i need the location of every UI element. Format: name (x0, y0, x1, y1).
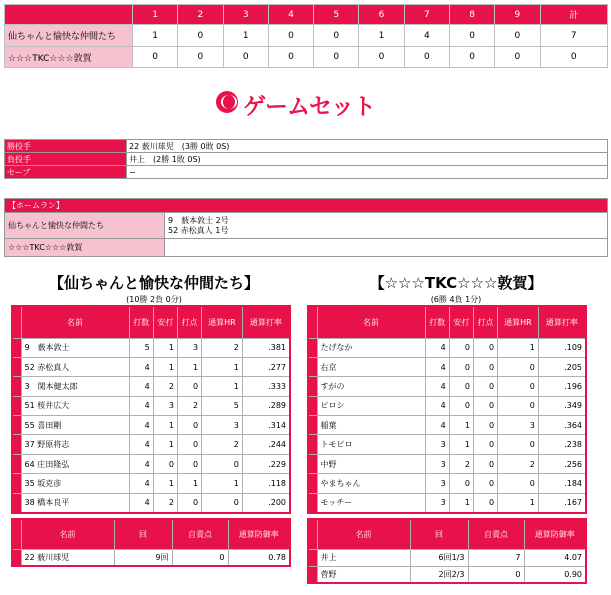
inning-header: 2 (178, 5, 223, 25)
batter-stat: 1 (153, 338, 177, 357)
batter-name: 55 喜田剛 (21, 416, 129, 435)
table-side-bar (308, 454, 317, 473)
inning-score: 0 (495, 25, 540, 47)
batter-stat: 0 (177, 416, 201, 435)
table-side-bar (12, 338, 21, 357)
homerun-title: 【ホームラン】 (5, 199, 608, 213)
batter-name: ピロシ (317, 396, 425, 415)
table-row (12, 357, 290, 376)
batter-stat: 4 (129, 357, 153, 376)
batting-header: 通算HR (202, 306, 243, 338)
table-row (308, 454, 586, 473)
batting-header: 打点 (177, 306, 201, 338)
home-team-title: 【仙ちゃんと愉快な仲間たち】 (48, 274, 259, 292)
batter-stat: 3 (202, 416, 243, 435)
batter-stat: 0 (498, 377, 539, 396)
inning-header: 3 (223, 5, 268, 25)
batting-header: 打点 (473, 306, 497, 338)
batter-stat: 0 (498, 357, 539, 376)
batter-stat: .289 (242, 396, 290, 415)
table-row (308, 549, 586, 566)
batter-stat: 0 (473, 396, 497, 415)
table-side-bar (12, 435, 21, 454)
inning-header: 7 (404, 5, 449, 25)
table-side-bar (12, 377, 21, 396)
total-score: 0 (540, 47, 607, 68)
batter-name: トモピロ (317, 435, 425, 454)
inning-header: 8 (449, 5, 494, 25)
inning-score: 0 (359, 47, 404, 68)
batter-stat: 0 (473, 435, 497, 454)
inning-score: 4 (404, 25, 449, 47)
batter-stat: 4 (425, 357, 449, 376)
total-score: 7 (540, 25, 607, 47)
table-side-bar (308, 549, 317, 566)
inning-score: 1 (223, 25, 268, 47)
table-row (308, 435, 586, 454)
batter-stat: 1 (202, 474, 243, 493)
pitching-header: 名前 (21, 519, 114, 549)
table-side-bar (308, 474, 317, 493)
batter-stat: 5 (129, 338, 153, 357)
home-pitching-table (11, 518, 291, 567)
batter-stat: .238 (538, 435, 586, 454)
scoreboard-table (4, 4, 608, 68)
inning-score: 0 (495, 47, 540, 68)
batter-stat: 0 (153, 454, 177, 473)
batter-stat: 1 (449, 493, 473, 512)
table-side-bar (308, 519, 317, 549)
batter-stat: 0 (177, 435, 201, 454)
batter-stat: .229 (242, 454, 290, 473)
batter-stat: 1 (202, 377, 243, 396)
table-row (308, 357, 586, 376)
inning-header: 5 (314, 5, 359, 25)
pitching-header: 自責点 (468, 519, 524, 549)
away-team-record: (6勝 4負 1分) (430, 295, 482, 304)
batter-name: 稲葉 (317, 416, 425, 435)
table-row (308, 566, 586, 583)
batter-stat: 2 (153, 493, 177, 512)
pitching-header: 通算防御率 (228, 519, 290, 549)
inning-score: 0 (268, 25, 313, 47)
batter-stat: 2 (202, 435, 243, 454)
batter-stat: .364 (538, 416, 586, 435)
batter-stat: 0 (498, 435, 539, 454)
inning-score: 0 (449, 47, 494, 68)
table-side-bar (12, 474, 21, 493)
batting-header: 名前 (317, 306, 425, 338)
pitcher-name: 菅野 (317, 566, 410, 583)
batter-name: 38 橋本良平 (21, 493, 129, 512)
inning-header: 4 (268, 5, 313, 25)
batter-stat: 0 (449, 377, 473, 396)
batter-stat: .196 (538, 377, 586, 396)
save-pitcher-label: セーブ (5, 166, 127, 179)
batter-stat: 1 (153, 435, 177, 454)
inning-score: 0 (314, 25, 359, 47)
table-row (12, 338, 290, 357)
home-batting-table (11, 305, 291, 514)
inning-score: 0 (449, 25, 494, 47)
away-team-title: 【☆☆☆TKC☆☆☆敦賀】 (369, 274, 543, 292)
batter-stat: 0 (473, 474, 497, 493)
batter-stat: 4 (129, 435, 153, 454)
team-name-away[interactable] (5, 47, 133, 68)
batter-name: モッチー (317, 493, 425, 512)
inning-score: 1 (133, 25, 178, 47)
batting-header: 通算打率 (242, 306, 290, 338)
batter-stat: 3 (425, 493, 449, 512)
batting-header: 通算打率 (538, 306, 586, 338)
inning-score: 1 (359, 25, 404, 47)
scoreboard-corner (5, 5, 133, 25)
batter-name: 中野 (317, 454, 425, 473)
batter-stat: 1 (498, 338, 539, 357)
batter-stat: 4 (129, 416, 153, 435)
batter-stat: 4 (425, 396, 449, 415)
batter-stat: .277 (242, 357, 290, 376)
table-row (12, 454, 290, 473)
batter-stat: 2 (153, 377, 177, 396)
batter-stat: 1 (153, 474, 177, 493)
pitcher-name: 井上 (317, 549, 410, 566)
table-row (308, 493, 586, 512)
table-side-bar (308, 377, 317, 396)
batter-stat: 0 (473, 493, 497, 512)
table-row (12, 474, 290, 493)
table-row (12, 493, 290, 512)
table-side-bar (12, 549, 21, 566)
batter-stat: 3 (498, 416, 539, 435)
table-side-bar (308, 338, 317, 357)
table-side-bar (12, 357, 21, 376)
pitcher-stat: 9回 (114, 549, 172, 566)
batter-stat: 0 (473, 377, 497, 396)
batter-stat: 4 (129, 396, 153, 415)
batter-stat: 0 (177, 377, 201, 396)
batter-name: 52 赤松真人 (21, 357, 129, 376)
batter-stat: 0 (498, 474, 539, 493)
batter-name: 右京 (317, 357, 425, 376)
pitcher-stat: 7 (468, 549, 524, 566)
inning-score: 0 (223, 47, 268, 68)
table-side-bar (308, 416, 317, 435)
batting-header: 安打 (153, 306, 177, 338)
inning-header: 6 (359, 5, 404, 25)
inning-score: 0 (178, 47, 223, 68)
batter-name: 3 関本健太郎 (21, 377, 129, 396)
batter-stat: 3 (425, 454, 449, 473)
pitching-header: 回 (410, 519, 468, 549)
batter-stat: .109 (538, 338, 586, 357)
table-row (308, 474, 586, 493)
table-side-bar (12, 454, 21, 473)
batter-stat: 0 (473, 454, 497, 473)
batter-stat: 0 (177, 493, 201, 512)
table-row (308, 338, 586, 357)
table-row (308, 377, 586, 396)
batter-stat: 1 (177, 474, 201, 493)
pitcher-stat: 4.07 (524, 549, 586, 566)
homerun-list (165, 213, 608, 239)
batter-stat: .256 (538, 454, 586, 473)
batter-stat: 0 (202, 454, 243, 473)
batter-stat: .349 (538, 396, 586, 415)
homerun-entry: 9 薮本敦士 2号 (168, 215, 229, 225)
batter-name: たげなか (317, 338, 425, 357)
batter-stat: 0 (449, 396, 473, 415)
table-side-bar (308, 306, 317, 338)
away-pitching-table (307, 518, 587, 584)
table-side-bar (308, 357, 317, 376)
pitcher-stat: 0 (468, 566, 524, 583)
batting-header: 通算HR (498, 306, 539, 338)
homerun-table (4, 198, 608, 257)
team-link-away[interactable]: ☆☆☆TKC☆☆☆敦賀 (8, 53, 92, 64)
batter-stat: 3 (177, 338, 201, 357)
batter-stat: .333 (242, 377, 290, 396)
batting-header: 安打 (449, 306, 473, 338)
batter-name: 35 坂克彦 (21, 474, 129, 493)
batter-stat: 0 (473, 338, 497, 357)
batter-stat: 1 (202, 357, 243, 376)
batting-header: 打数 (129, 306, 153, 338)
batter-stat: 0 (449, 357, 473, 376)
batter-name: すがの (317, 377, 425, 396)
batter-stat: 0 (177, 454, 201, 473)
batter-stat: 2 (449, 454, 473, 473)
batter-stat: .314 (242, 416, 290, 435)
inning-score: 0 (314, 47, 359, 68)
table-row (12, 549, 290, 566)
table-side-bar (308, 493, 317, 512)
gameset-text: ゲームセット (243, 94, 375, 120)
batter-stat: 0 (449, 474, 473, 493)
batter-stat: 3 (425, 435, 449, 454)
batter-stat: 4 (129, 454, 153, 473)
table-row (12, 435, 290, 454)
batter-stat: 1 (449, 416, 473, 435)
lose-pitcher-label: 負投手 (5, 153, 127, 166)
away-batting-table (307, 305, 587, 514)
inning-score: 0 (268, 47, 313, 68)
batter-stat: 2 (202, 338, 243, 357)
pitcher-result-table (4, 139, 608, 179)
table-side-bar (12, 493, 21, 512)
batter-name: やまちゃん (317, 474, 425, 493)
team-name-home[interactable] (5, 25, 133, 47)
batter-stat: .381 (242, 338, 290, 357)
pitching-header: 通算防御率 (524, 519, 586, 549)
batter-name: 9 薮本敦士 (21, 338, 129, 357)
batter-name: 37 野原将志 (21, 435, 129, 454)
batter-stat: .200 (242, 493, 290, 512)
homerun-team: 仙ちゃんと愉快な仲間たち (5, 213, 165, 239)
pitcher-stat: 0.90 (524, 566, 586, 583)
table-row (12, 377, 290, 396)
inning-score: 0 (133, 47, 178, 68)
batter-stat: 3 (425, 474, 449, 493)
batter-stat: 4 (129, 474, 153, 493)
inning-header: 1 (133, 5, 178, 25)
table-side-bar (308, 435, 317, 454)
pitcher-name: 22 薮川球児 (21, 549, 114, 566)
batter-stat: .184 (538, 474, 586, 493)
batter-stat: .244 (242, 435, 290, 454)
table-row (12, 416, 290, 435)
table-side-bar (12, 306, 21, 338)
pitching-header: 回 (114, 519, 172, 549)
homerun-list (165, 239, 608, 257)
batting-header: 打数 (425, 306, 449, 338)
batter-stat: .167 (538, 493, 586, 512)
batter-stat: 1 (449, 435, 473, 454)
batter-stat: 4 (425, 416, 449, 435)
lose-pitcher-value: 井上 (2勝 1敗 0S) (127, 153, 608, 166)
batter-stat: 4 (425, 377, 449, 396)
table-side-bar (308, 566, 317, 583)
homerun-entry: 52 赤松真人 1号 (168, 225, 229, 235)
gameset-banner (216, 88, 396, 118)
table-row (12, 396, 290, 415)
batting-header: 名前 (21, 306, 129, 338)
batter-stat: 2 (177, 396, 201, 415)
homerun-team: ☆☆☆TKC☆☆☆敦賀 (5, 239, 165, 257)
batter-stat: 0 (473, 357, 497, 376)
baseball-icon (216, 91, 238, 113)
home-team-record: (10勝 2負 0分) (126, 295, 182, 304)
batter-stat: 4 (129, 377, 153, 396)
batter-stat: .205 (538, 357, 586, 376)
pitcher-stat: 0.78 (228, 549, 290, 566)
win-pitcher-label: 勝投手 (5, 140, 127, 153)
batter-stat: 1 (153, 357, 177, 376)
team-link-home[interactable]: 仙ちゃんと愉快な仲間たち (8, 32, 117, 42)
table-side-bar (12, 519, 21, 549)
table-side-bar (12, 416, 21, 435)
batter-stat: 0 (202, 493, 243, 512)
batter-stat: 0 (473, 416, 497, 435)
win-pitcher-value: 22 薮川球児 (3勝 0敗 0S) (127, 140, 608, 153)
batter-stat: 4 (425, 338, 449, 357)
batter-name: 64 庄田隆弘 (21, 454, 129, 473)
batter-stat: 1 (177, 357, 201, 376)
pitcher-stat: 0 (172, 549, 228, 566)
batter-stat: 1 (153, 416, 177, 435)
batter-stat: 0 (498, 396, 539, 415)
save-pitcher-value: − (127, 166, 608, 179)
batter-stat: 0 (449, 338, 473, 357)
table-side-bar (12, 396, 21, 415)
batter-stat: 5 (202, 396, 243, 415)
inning-score: 0 (404, 47, 449, 68)
pitcher-stat: 2回2/3 (410, 566, 468, 583)
table-row (308, 416, 586, 435)
batter-stat: 3 (153, 396, 177, 415)
pitching-header: 自責点 (172, 519, 228, 549)
table-side-bar (308, 396, 317, 415)
batter-stat: 2 (498, 454, 539, 473)
total-header: 計 (540, 5, 607, 25)
inning-score: 0 (178, 25, 223, 47)
batter-stat: 1 (498, 493, 539, 512)
batter-name: 51 桜井広大 (21, 396, 129, 415)
inning-header: 9 (495, 5, 540, 25)
batter-stat: 4 (129, 493, 153, 512)
pitching-header: 名前 (317, 519, 410, 549)
batter-stat: .118 (242, 474, 290, 493)
table-row (308, 396, 586, 415)
pitcher-stat: 6回1/3 (410, 549, 468, 566)
